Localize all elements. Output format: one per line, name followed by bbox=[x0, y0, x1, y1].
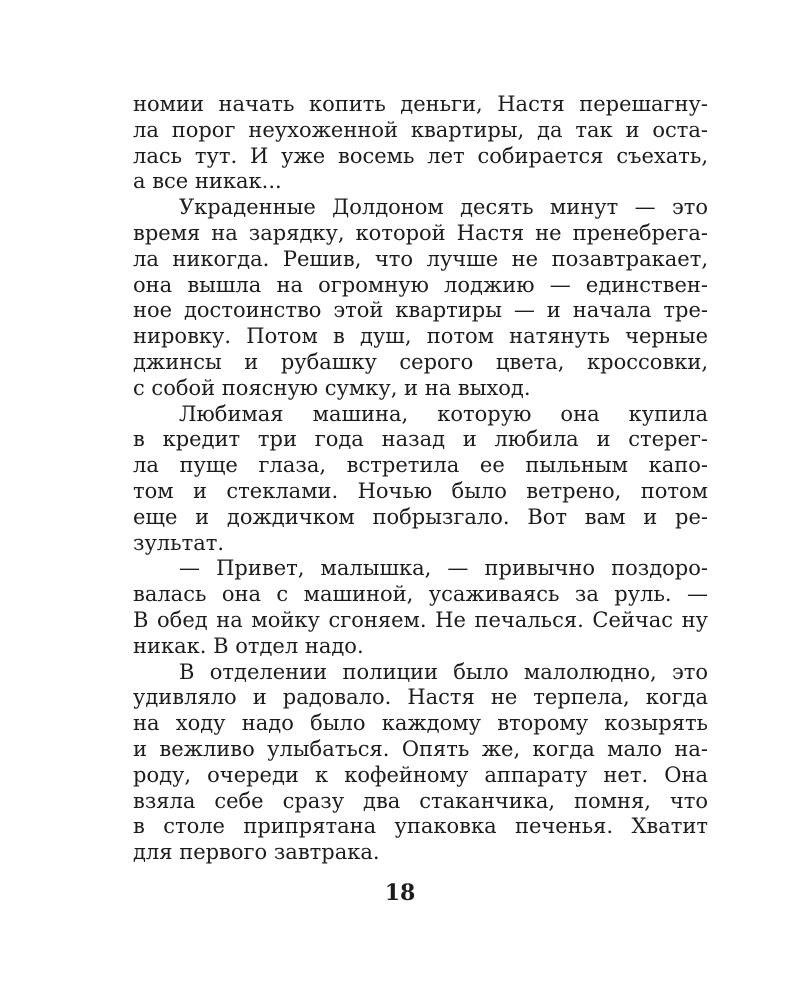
text-line: Украденные Долдоном десять минут — это bbox=[179, 195, 708, 220]
text-line: с собой поясную сумку, и на выход. bbox=[133, 375, 531, 400]
page-number: 18 bbox=[384, 880, 416, 906]
text-line: на ходу надо было каждому второму козырять bbox=[133, 711, 708, 736]
text-line: в столе припрятана упаковка печенья. Хватит bbox=[133, 814, 708, 839]
text-line: ла никогда. Решив, что лучше не позавтракает, bbox=[133, 246, 708, 271]
text-line: нировку. Потом в душ, потом натянуть черные bbox=[133, 324, 708, 349]
paragraph-4 bbox=[133, 556, 708, 659]
text-line: взяла себе сразу два стаканчика, помня, что bbox=[133, 788, 708, 813]
text-line: роду, очереди к кофейному аппарату нет. Она bbox=[133, 762, 708, 787]
text-line: Любимая машина, которую она купила bbox=[179, 401, 708, 426]
paragraph-3 bbox=[133, 402, 708, 557]
text-line: а все никак... bbox=[133, 169, 282, 194]
paragraph-2 bbox=[133, 195, 708, 401]
text-line: никак. В отдел надо. bbox=[133, 633, 364, 658]
paragraph-5 bbox=[133, 660, 708, 866]
text-line: ла пуще глаза, встретила ее пыльным капо- bbox=[133, 453, 708, 478]
text-line: том и стеклами. Ночью было ветрено, потом bbox=[133, 478, 708, 503]
text-line: для первого завтрака. bbox=[133, 840, 380, 865]
text-line: ное достоинство этой квартиры — и начала тре- bbox=[133, 298, 708, 323]
text-line: ла порог неухоженной квартиры, да так и оста- bbox=[133, 117, 708, 142]
text-line: В отделении полиции было малолюдно, это bbox=[179, 659, 708, 684]
text-line: еще и дождичком побрызгало. Вот вам и ре- bbox=[133, 504, 708, 529]
text-line: джинсы и рубашку серого цвета, кроссовки, bbox=[133, 349, 708, 374]
text-line: — Привет, малышка, — привычно поздоро- bbox=[179, 556, 708, 581]
text-line: и вежливо улыбаться. Опять же, когда мало на- bbox=[133, 736, 708, 761]
text-line: валась она с машиной, усаживаясь за руль. — bbox=[133, 582, 708, 607]
text-line: номии начать копить деньги, Настя перешагну- bbox=[133, 92, 708, 116]
text-line: В обед на мойку сгоняем. Не печалься. Сейчас ну bbox=[133, 607, 708, 632]
page-text bbox=[133, 92, 708, 866]
text-line: удивляло и радовало. Настя не терпела, когда bbox=[133, 685, 708, 710]
text-line: лась тут. И уже восемь лет собирается съехать, bbox=[133, 143, 708, 168]
text-line: время на зарядку, которой Настя не пренебрега- bbox=[133, 220, 708, 245]
text-line: она вышла на огромную лоджию — единствен- bbox=[133, 272, 708, 297]
text-line: в кредит три года назад и любила и стерег- bbox=[133, 427, 708, 452]
paragraph-1 bbox=[133, 92, 708, 195]
text-line: зультат. bbox=[133, 530, 225, 555]
